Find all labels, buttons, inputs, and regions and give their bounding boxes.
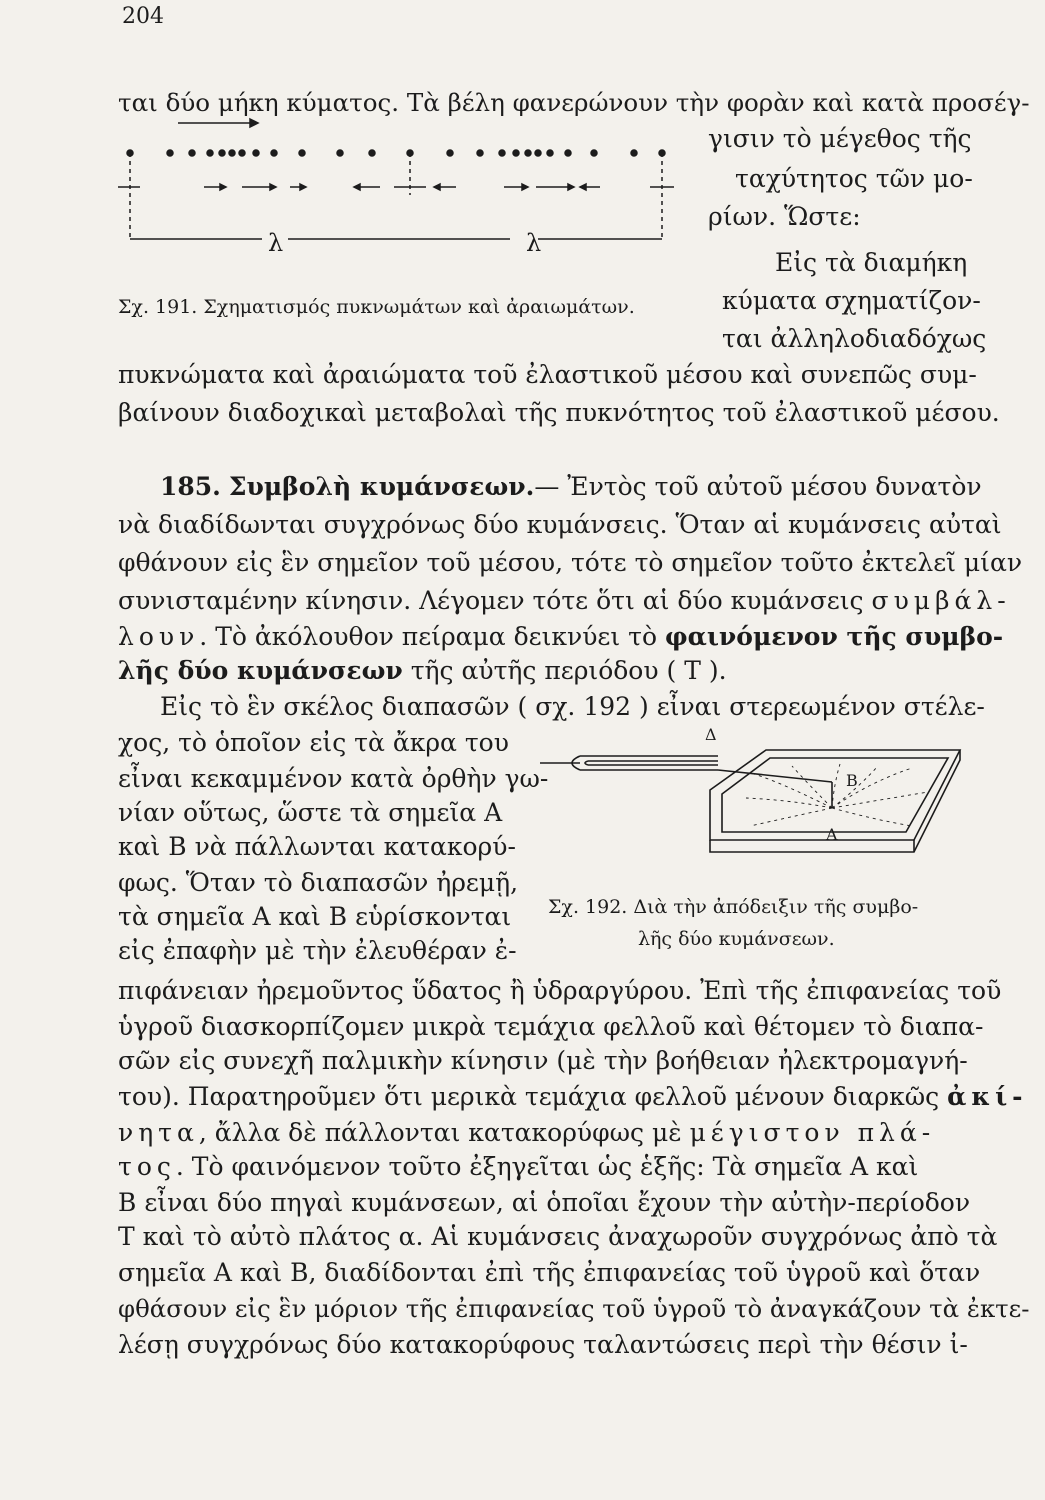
text-line: του). Παρατηροῦμεν ὅτι μερικὰ τεμάχια φελλοῦ μένουν διαρκῶς ἀκί- xyxy=(118,1082,1028,1111)
label-b: B xyxy=(846,771,858,790)
text-line: πυκνώματα καὶ ἀραιώματα τοῦ ἐλαστικοῦ μέσου καὶ συνεπῶς συμ- xyxy=(118,360,977,389)
text-line: Β εἶναι δύο πηγαὶ κυμάνσεων, αἱ ὁποῖαι ἔχουν τὴν αὐτὴν-περίοδον xyxy=(118,1188,971,1217)
text-line: λέσῃ συγχρόνως δύο κατακορύφους ταλαντώσεις περὶ τὴν θέσιν ἰ- xyxy=(118,1330,968,1359)
lambda-label-2: λ xyxy=(526,229,542,257)
text-line: ταχύτητος τῶν μο- xyxy=(735,164,973,193)
page-number: 204 xyxy=(122,4,164,29)
text-line: φθάνουν εἰς ἓν σημεῖον τοῦ μέσου, τότε τὸ σημεῖον τοῦτο ἐκτελεῖ μίαν xyxy=(118,548,1023,577)
text-line: ὑγροῦ διασκορπίζομεν μικρὰ τεμάχια φελλοῦ καὶ θέτομεν τὸ διαπα- xyxy=(118,1012,984,1041)
text-line: εἶναι κεκαμμένον κατὰ ὀρθὴν γω- xyxy=(118,764,549,793)
section-185-heading: 185. Συμβολὴ κυμάνσεων.— Ἐντὸς τοῦ αὐτοῦ μέσου δυνατὸν xyxy=(160,472,982,501)
text-line: τὰ σημεῖα Α καὶ Β εὑρίσκονται xyxy=(118,902,512,931)
figure-191-caption: Σχ. 191. Σχηματισμός πυκνωμάτων καὶ ἀραιωμάτων. xyxy=(118,296,635,318)
text-line: πιφάνειαν ἠρεμοῦντος ὕδατος ἢ ὑδραργύρου. Ἐπὶ τῆς ἐπιφανείας τοῦ xyxy=(118,976,1002,1005)
text-line: ται ἀλληλοδιαδόχως xyxy=(722,324,987,353)
text-line: Εἰς τὰ διαμήκη xyxy=(775,248,968,277)
section-title: Συμβολὴ κυμάνσεων. xyxy=(228,472,535,501)
section-number: 185. xyxy=(160,472,221,501)
text-line: νίαν οὕτως, ὥστε τὰ σημεῖα Α xyxy=(118,798,503,827)
text-line: χος, τὸ ὁποῖον εἰς τὰ ἄκρα του xyxy=(118,728,509,757)
figure-192-diagram xyxy=(540,730,980,900)
text-line: καὶ Β νὰ πάλλωνται κατακορύ- xyxy=(118,832,516,861)
text-line: κύματα σχηματίζον- xyxy=(722,286,981,315)
text-line: σῶν εἰς συνεχῆ παλμικὴν κίνησιν (μὲ τὴν βοήθειαν ἠλεκτρομαγνή- xyxy=(118,1046,968,1075)
text-line: λουν. Τὸ ἀκόλουθον πείραμα δεικνύει τὸ φαινόμενον τῆς συμβο- xyxy=(118,622,1004,651)
figure-192-caption-2: λῆς δύο κυμάνσεων. xyxy=(638,928,835,950)
text-line: φως. Ὅταν τὸ διαπασῶν ἠρεμῇ, xyxy=(118,868,519,897)
text-line: σημεῖα Α καὶ Β, διαδίδονται ἐπὶ τῆς ἐπιφανείας τοῦ ὑγροῦ καὶ ὅταν xyxy=(118,1258,981,1287)
text-line: νὰ διαδίδωνται συγχρόνως δύο κυμάνσεις. Ὅταν αἱ κυμάνσεις αὐταὶ xyxy=(118,510,1002,539)
text-line: Τ καὶ τὸ αὐτὸ πλάτος α. Αἱ κυμάνσεις ἀναχωροῦν συγχρόνως ἀπὸ τὰ xyxy=(118,1222,998,1251)
text-line: συνισταμένην κίνησιν. Λέγομεν τότε ὅτι αἱ δύο κυμάνσεις συμβάλ- xyxy=(118,586,1011,615)
text-line: τος. Τὸ φαινόμενον τοῦτο ἐξηγεῖται ὡς ἑξῆς: Τὰ σημεῖα Α καὶ xyxy=(118,1152,919,1181)
text-line: νητα, ἄλλα δὲ πάλλονται κατακορύφως μὲ μέγιστον πλά- xyxy=(118,1118,936,1147)
text-line: λῆς δύο κυμάνσεων τῆς αὐτῆς περιόδου ( Τ ). xyxy=(118,656,727,685)
text-line: Εἰς τὸ ἓν σκέλος διαπασῶν ( σχ. 192 ) εἶναι στερεωμένον στέλε- xyxy=(160,692,985,721)
text-line: βαίνουν διαδοχικαὶ μεταβολαὶ τῆς πυκνότητος τοῦ ἐλαστικοῦ μέσου. xyxy=(118,398,1000,427)
label-delta: Δ xyxy=(705,725,717,744)
text-line: ται δύο μήκη κύματος. Τὰ βέλη φανερώνουν τὴν φορὰν καὶ κατὰ προσέγ- xyxy=(118,88,1030,117)
text-line: ρίων. Ὥστε: xyxy=(708,202,861,231)
text-line: φθάσουν εἰς ἓν μόριον τῆς ἐπιφανείας τοῦ ὑγροῦ τὸ ἀναγκάζουν τὰ ἐκτε- xyxy=(118,1294,1030,1323)
figure-191-diagram xyxy=(110,115,680,255)
text-line: εἰς ἐπαφὴν μὲ τὴν ἐλευθέραν ἐ- xyxy=(118,936,517,965)
lambda-label-1: λ xyxy=(268,229,284,257)
text-line: γισιν τὸ μέγεθος τῆς xyxy=(708,124,972,153)
label-a: A xyxy=(826,825,838,844)
figure-192-caption: Σχ. 192. Διὰ τὴν ἀπόδειξιν τῆς συμβο- xyxy=(548,896,919,918)
